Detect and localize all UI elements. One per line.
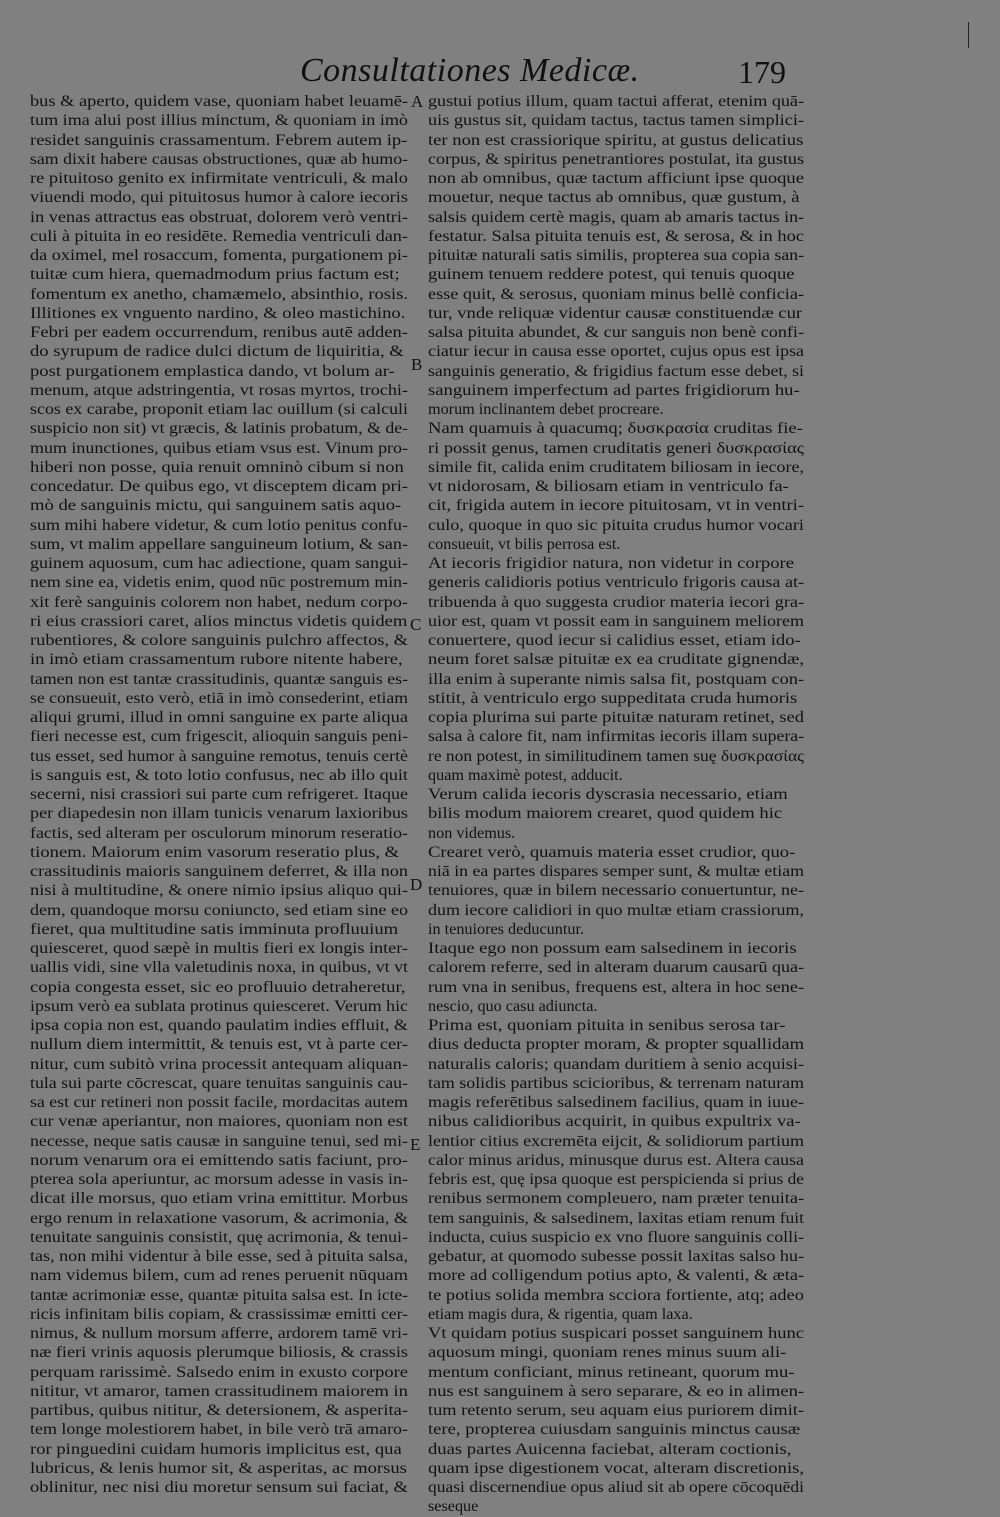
text-line: cit, frigida autem in iecore pituitosam, vt in ventri- (428, 496, 804, 515)
text-line: tur, vnde reliquæ videntur causæ constituendæ cur (428, 303, 803, 322)
text-line: more ad colligendum potius apto, & valenti, & æta- (428, 1266, 804, 1285)
text-line: partibus, quibus nititur, & detersionem, & asperita- (30, 1401, 409, 1419)
text-line: tamen non est tantæ crassitudinis, quantæ sanguis es- (30, 669, 408, 688)
text-line: secerni, nisi crassiori sui parte cum refrigeret. Itaque (30, 785, 408, 803)
text-line: tula sui parte cōcrescat, quare tenuitas sanguinis cau- (30, 1073, 408, 1092)
text-line: nititur, vt amaror, tamen crassitudinem maiorem in (30, 1381, 408, 1400)
text-line: næ fieri vrinis aquosis plerumque biliosis, & crassis (30, 1343, 408, 1362)
text-line: ri eius crassiori caret, alios minctus videtis quidem (30, 611, 408, 630)
text-line: lubricus, & lenis humor sit, & asperitas, ac morsus (30, 1458, 407, 1477)
text-line: morum inclinantem debet procreare. (428, 400, 664, 418)
margin-letter-a: A (411, 92, 424, 111)
text-line: tenuiores, quæ in bilem necessario conuertuntur, ne- (428, 881, 804, 900)
text-line: neum foret salsæ pituitæ ex ea cruditate gignendæ, (428, 650, 804, 669)
text-line: Itaque ego non possum eam salsedinem in iecoris (428, 939, 797, 957)
text-line: quam maximè potest, adducit. (428, 765, 623, 784)
text-line: tuitæ cum hiera, quemadmodum prius factum est; (30, 265, 400, 284)
text-line: concedatur. De quibus ego, vt disceptem dicam pri- (30, 477, 408, 495)
text-line: pituitæ naturali satis similis, propterea sua copia san- (428, 246, 804, 264)
margin-letter-d: D (410, 875, 423, 894)
margin-letter-c: C (410, 615, 422, 634)
text-line: tem sanguinis, & salsedinem, laxitas etiam renum fuit (428, 1208, 804, 1227)
text-line: nibus calidioribus acquirit, in quibus expultrix va- (428, 1112, 801, 1131)
text-line: da oximel, mel rosaccum, fomenta, purgationem pi- (30, 246, 408, 264)
text-line: se consueuit, esto verò, etiā in imò consederint, etiam (30, 688, 408, 707)
text-line: post purgationem emplastica dando, vt bolum ar- (30, 361, 395, 380)
text-line: culi à pituita in eo residēte. Remedia ventriculi dan- (30, 226, 408, 245)
text-line: ricis infinitam bilis copiam, & crassissimæ emitti cer- (30, 1304, 408, 1323)
text-line: ciatur iecur in causa esse oportet, cujus opus est ipsa (428, 342, 804, 361)
text-line: re non potest, in similitudinem tamen suę δυσκρασίας (428, 746, 804, 765)
text-line: copia plurima sui parte pituitæ naturam retinet, sed (428, 708, 804, 726)
text-line: tem longe molestiorem habet, in bile verò trā amaro- (30, 1420, 408, 1439)
text-line: gebatur, at quomodo subesse possit laxitas salso hu- (428, 1247, 804, 1265)
text-line: sum mihi habere videtur, & cum lotio penitus confu- (30, 515, 408, 534)
text-line: ror pinguedini cuidam humoris implicitus est, qua (30, 1439, 402, 1458)
text-line: ipsa copia non est, quando paulatim indies effluit, & (30, 1016, 409, 1034)
text-line: festatur. Salsa pituita tenuis est, & serosa, & in hoc (428, 226, 804, 245)
text-line: tas, non mihi videntur à bile esse, sed à pituita salsa, (30, 1247, 408, 1265)
text-line: cur venæ aperiantur, non maiores, quoniam non est (30, 1112, 409, 1131)
text-line: quam ipse digestionem vocat, alteram discretionis, (428, 1458, 804, 1477)
text-line: hiberi non posse, quia renuit omninò cibum si non (30, 457, 404, 476)
page-number: 179 (738, 54, 786, 90)
text-line: nus est sanguinem à sero separare, & eo in alimen- (428, 1381, 804, 1400)
text-line: perquam rarissimè. Salsedo enim in exusto corpore (30, 1362, 408, 1381)
text-line: tus esset, sed humor à sanguine remotus, tenuis certè (30, 746, 408, 765)
text-line: guinem tenuem reddere potest, qui tenuis quoque (428, 265, 795, 284)
text-line: etiam magis dura, & rigentia, quam laxa. (428, 1304, 693, 1323)
text-line: norum venarum ora ei emittendo satis faciunt, pro- (30, 1150, 408, 1169)
text-line: consueuit, vt bilis perrosa est. (428, 534, 621, 553)
text-line: tenuitate sanguinis consistit, quę acrimonia, & tenui- (30, 1227, 408, 1246)
margin-letter-b: B (411, 355, 423, 374)
text-line: sanguinis generatio, & frigidius factum esse debet, si (428, 361, 804, 380)
text-line: ipsum verò ea sublata protinus quiesceret. Verum hic (30, 996, 408, 1015)
text-line: esse quit, & serosus, quoniam minus bellè conficia- (428, 284, 804, 303)
text-line: seseque (428, 1497, 479, 1516)
text-line: magis referētibus salsedinem facilius, quam in iuue- (428, 1093, 804, 1111)
text-line: mentum conficiant, minus retineant, quorum mu- (428, 1362, 795, 1381)
page-edge-mark (968, 22, 972, 48)
text-line: ter non est crassiorique spiritu, at gustus delicatius (428, 130, 804, 149)
text-line: fomentum ex anetho, chamæmelo, absinthio, rosis. (30, 284, 408, 303)
text-line: salsis quidem certè magis, quam ab amaris tactus in- (428, 207, 804, 226)
text-line: residet sanguinis crassamentum. Febrem autem ip- (30, 130, 408, 149)
text-line: tionem. Maiorum enim vasorum reseratio plus, & (30, 842, 400, 861)
text-line: Illitiones ex vnguento nardino, & oleo mastichino. (30, 303, 406, 322)
text-line: mum inunctiones, quibus etiam vsus est. Vinum pro- (30, 438, 408, 457)
text-line: sanguinem imperfectum ad partes frigidiorum hu- (428, 380, 800, 399)
text-line: rum vna in senibus, frequens est, altera in hoc sene- (428, 977, 804, 996)
text-line: Verum calida iecoris dyscrasia necessario, etiam (428, 785, 788, 803)
right-column (428, 92, 804, 1517)
text-line: tribuenda à quo suggesta crudior materia iecori gra- (428, 592, 804, 611)
margin-letter-e: E (410, 1135, 421, 1154)
text-line: simile fit, calida enim cruditatem biliosam in iecore, (428, 457, 804, 476)
text-line: generis calidioris potius ventriculo frigoris causa at- (428, 573, 804, 592)
text-line: tantæ acrimoniæ esse, quantæ pituita salsa est. In icte- (30, 1285, 408, 1304)
text-line: sum, vt malim appellare sanguineum lotium, & san- (30, 534, 408, 553)
text-line: menum, atque adstringentia, vt rosas myrtos, trochi- (30, 380, 409, 399)
text-line: viuendi modo, qui pituitosus humor à calore iecoris (30, 188, 408, 207)
text-line: stitit, à ventriculo ergo suppeditata cruda humoris (428, 688, 798, 707)
text-line: gustui potius illum, quam tactui afferat, etenim quā- (428, 92, 804, 110)
text-line: scos ex carabe, proponit etiam lac ouillum (si calculi (30, 400, 408, 418)
text-line: tam solidis partibus scicioribus, & terrenam naturam (428, 1073, 804, 1092)
text-line: nem sine ea, videtis enim, quod nūc postremum min- (30, 573, 408, 592)
text-line: is sanguis est, & toto lotio confusus, nec ab illo quit (30, 765, 408, 784)
text-line: fieret, qua multitudine satis imminuta profluuium (30, 919, 399, 938)
text-line: uis gustus sit, quidam tactus, tactus tamen simplici- (428, 111, 804, 130)
text-line: rubentiores, & colore sanguinis pulchro affectos, & (30, 631, 408, 649)
text-line: tum retento serum, seu aquam eius puriorem dimit- (428, 1401, 804, 1419)
text-line: culo, quoque in quo sic pituita crudus humor vocari (428, 515, 804, 534)
text-line: nimus, & nullum morsum afferre, ardorem tamē vri- (30, 1324, 408, 1342)
text-line: nescio, quo casu adiuncta. (428, 996, 598, 1015)
text-line: nullum diem intermittit, & tenuis est, vt à parte cer- (30, 1035, 408, 1054)
text-line: oblinitur, nec nisi diu moretur sensum sui faciat, & (30, 1478, 409, 1496)
text-line: fieri necesse est, cum frigescit, alioquin sanguis peni- (30, 727, 408, 746)
text-line: calorem referre, sed in alteram duarum causarū qua- (428, 958, 804, 977)
left-column (30, 92, 408, 1497)
text-line: Nam quamuis à quacumq; δυσκρασία cruditas fie- (428, 419, 803, 438)
text-line: mò de sanguinis mictu, qui sanguinem satis aquo- (30, 496, 402, 515)
text-line: uallis vidi, sine vlla valetudinis noxa, in quibus, vt vt (30, 958, 409, 977)
text-line: dius deducta propter moram, & propter squallidam (428, 1035, 804, 1054)
text-line: niā in ea partes dispares semper sunt, & multæ etiam (428, 862, 804, 880)
text-line: suspicio non sit) vt græcis, & latinis probatum, & de- (30, 419, 408, 438)
text-line: salsa pituita abundet, & cur sanguis non benè confi- (428, 323, 804, 341)
text-line: febris est, quę ipsa quoque est perspicienda si prius de (428, 1170, 804, 1188)
text-line: in venas attractus eas obstruat, dolorem verò ventri- (30, 207, 408, 226)
text-line: dum iecore calidiori in quo multæ etiam crassiorum, (428, 900, 804, 919)
text-line: aliqui grumi, illud in omni sanguine ex parte aliqua (30, 708, 408, 726)
text-line: Febri per eadem occurrendum, renibus autē adden- (30, 323, 408, 341)
text-line: bus & aperto, quidem vase, quoniam habet leuamē- (30, 92, 408, 110)
text-line: duas partes Auicenna faciebat, alteram coctionis, (428, 1439, 792, 1458)
text-line: uior est, quam vt possit eam in sanguinem meliorem (428, 611, 804, 630)
text-line: sam dixit habere causas obstructiones, quæ ab humo- (30, 149, 408, 168)
text-line: renibus sermonem compleuero, nam præter tenuita- (428, 1189, 804, 1208)
text-line: quasi discernendiue opus aliud sit ab opere cōcoquēdi (428, 1478, 804, 1496)
text-line: tere, propterea cuiusdam sanguinis minctus causæ (428, 1420, 801, 1439)
text-line: guinem aquosum, cum hac adiectione, quam sangui- (30, 554, 408, 572)
text-line: salsa à calore fit, nam infirmitas iecoris illam supera- (428, 727, 804, 746)
text-line: nisi à multitudine, & onere nimio ipsius aliquo qui- (30, 881, 408, 900)
text-line: crassitudinis maioris sanguinem deferret, & illa non (30, 862, 408, 880)
text-line: illa enim à superante nimis salsa fit, postquam con- (428, 669, 804, 688)
text-line: Crearet verò, quamuis materia esset crudior, quo- (428, 842, 796, 861)
text-line: dicat ille morsus, quo etiam vrina emittitur. Morbus (30, 1189, 408, 1208)
text-line: corpus, & spiritus penetrantiores postulat, ita gustus (428, 149, 804, 168)
text-line: sa est cur retineri non possit facile, mordacitas autem (30, 1093, 408, 1111)
text-line: copia congesta esset, sic eo profluuio detraheretur, (30, 977, 406, 996)
text-line: xit ferè sanguinis colorem non habet, nedum corpo- (30, 592, 408, 611)
text-line: naturalis caloris; quandam duritiem à senio acquisi- (428, 1054, 804, 1073)
text-line: ergo renum in relaxatione vasorum, & acrimonia, & (30, 1208, 408, 1227)
text-line: dem, quandoque morsu coniuncto, sed etiam sine eo (30, 900, 408, 919)
text-line: in tenuiores deducuntur. (428, 919, 584, 938)
text-line: At iecoris frigidior natura, non videtur in corpore (428, 554, 795, 572)
text-line: per diapedesin non illam tunicis venarum laxioribus (30, 804, 408, 823)
text-line: in imò etiam crassamentum rubore nitente habere, (30, 650, 403, 669)
text-line: conuertere, quod iecur si calidius esset, etiam ido- (428, 631, 801, 649)
text-line: necesse, neque satis causæ in sanguine tenui, sed mi- (30, 1131, 408, 1150)
text-line: lentior citius excremēta eijcit, & solidiorum partium (428, 1131, 804, 1150)
text-line: aquosum mingi, quoniam renes minus suum ali- (428, 1343, 787, 1362)
text-line: vt nidorosam, & biliosam etiam in ventriculo fa- (428, 477, 789, 495)
text-line: non ab omnibus, quæ tactum afficiunt ipse quoque (428, 169, 804, 187)
text-line: do syrupum de radice dulci dictum de liquiritia, & (30, 342, 404, 361)
text-line: pterea sola aperiuntur, ac morsum adesse in vasis in- (30, 1170, 408, 1188)
text-line: nitur, cum subitò vrina processit antequam aliquan- (30, 1054, 408, 1073)
text-line: inducta, cuius suspicio ex vno fluore sanguinis colli- (428, 1227, 804, 1246)
running-title: Consultationes Medicæ. (300, 52, 640, 89)
text-line: tum ima alui post illius minctum, & quoniam in imò (30, 111, 408, 130)
text-line: mouetur, neque tactus ab omnibus, quæ gustum, à (428, 188, 800, 207)
text-line: Prima est, quoniam pituita in senibus serosa tar- (428, 1016, 786, 1034)
text-line: Vt quidam potius suspicari posset sanguinem hunc (428, 1324, 804, 1342)
text-line: re pituitoso genito ex infirmitate ventriculi, & malo (30, 169, 408, 187)
text-line: nam videmus bilem, cum ad renes peruenit nūquam (30, 1266, 408, 1285)
text-line: factis, sed alteram per osculorum minorum reseratio- (30, 823, 408, 842)
text-line: quiesceret, quod sæpè in multis fieri ex longis inter- (30, 939, 408, 957)
text-line: calor minus aridus, minusque durus est. Altera causa (428, 1150, 804, 1169)
text-line: te potius solida membra scciora fortiente, atq; adeo (428, 1285, 804, 1304)
text-line: non videmus. (428, 823, 516, 842)
text-line: ri possit genus, tamen cruditatis generi δυσκρασίας (428, 438, 804, 457)
text-line: bilis modum maiorem crearet, quod quidem hic (428, 804, 783, 823)
